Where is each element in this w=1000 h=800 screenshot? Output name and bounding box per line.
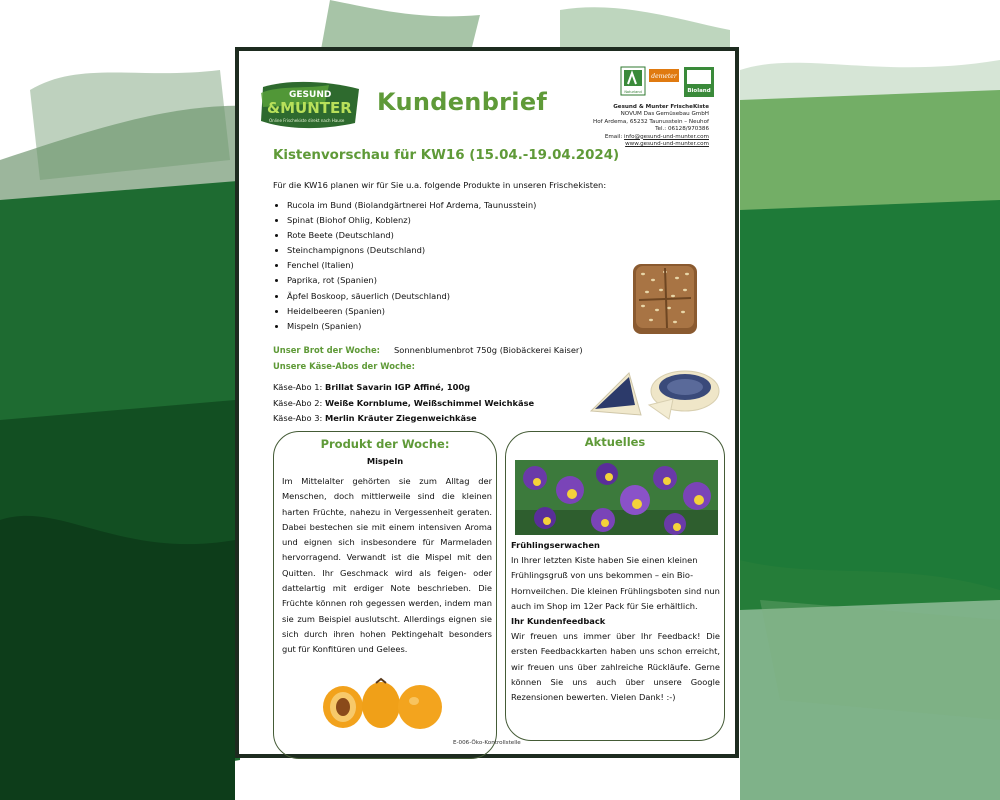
svg-text:demeter: demeter <box>651 73 677 80</box>
svg-text:GESUND: GESUND <box>289 90 332 100</box>
website-link[interactable]: www.gesund-und-munter.com <box>625 141 709 148</box>
news-title: Aktuelles <box>584 435 646 449</box>
bread-of-week-label: Unser Brot der Woche: <box>273 345 381 355</box>
bread-of-week-value: Sonnenblumenbrot 750g (Biobäckerei Kaiser) <box>394 345 583 355</box>
cheese-subscriptions-label: Unsere Käse-Abos der Woche: <box>273 361 415 371</box>
news-text-spring: In Ihrer letzten Kiste haben Sie einen kleinen Frühlingsgruß von uns bekommen – ein Bio-Hornveilchen. Die kleinen Frühlingsboten sind nun auch im Shop im 12er Pack für Sie erhältlich. <box>511 555 720 611</box>
email-link[interactable]: info@gesund-und-munter.com <box>624 133 709 140</box>
news-heading-spring: Frühlingserwachen <box>511 540 600 550</box>
customer-letter <box>235 47 739 758</box>
footer-control-authority: E-006-Öko-Kontrollstelle <box>453 740 521 746</box>
news-content <box>511 538 720 705</box>
news-heading-feedback: Ihr Kundenfeedback <box>511 616 606 627</box>
list-item: • Heidelbeeren (Spanien) <box>287 304 536 319</box>
svg-text:Online Frischekiste direkt nac: Online Frischekiste direkt nach Hause <box>269 118 345 123</box>
list-item: • Paprika, rot (Spanien) <box>287 273 536 288</box>
list-item: • Steinchampignons (Deutschland) <box>287 243 536 258</box>
box-preview-heading: Kistenvorschau für KW16 (15.04.-19.04.2024) <box>273 148 620 163</box>
bread-image <box>629 260 701 338</box>
list-item: • Rote Beete (Deutschland) <box>287 228 536 243</box>
intro-text: Für die KW16 planen wir für Sie u.a. folgende Produkte in unseren Frischekisten: <box>273 180 607 190</box>
product-of-week-title: Produkt der Woche: <box>320 437 450 451</box>
product-of-week-name: Mispeln <box>366 456 404 466</box>
product-list <box>273 198 536 334</box>
news-box <box>505 431 725 741</box>
cheese-subscription-1: Käse-Abo 1: Brillat Savarin IGP Affiné, 100g <box>273 382 471 392</box>
cheese-image <box>589 365 721 423</box>
organic-certification-seals <box>620 66 716 98</box>
pansy-flowers-image <box>515 460 718 535</box>
list-item: • Mispeln (Spanien) <box>287 319 536 334</box>
loquat-fruit-image <box>321 675 447 731</box>
svg-text:Naturland: Naturland <box>624 90 642 94</box>
list-item: • Fenchel (Italien) <box>287 258 536 273</box>
gesund-munter-logo <box>259 79 361 131</box>
news-text-feedback: Wir freuen uns immer über Ihr Feedback! Die ersten Feedbackkarten haben uns schon erreicht, wir freuen uns über zahlreiche Rückläufe. Gerne können Sie uns auch über unsere Google Rezensionen bewerten. Vielen Dank! :-) <box>511 631 720 703</box>
list-item: • Rucola im Bund (Biolandgärtnerei Hof Ardema, Taunusstein) <box>287 198 536 213</box>
list-item: • Spinat (Biohof Ohlig, Koblenz) <box>287 213 536 228</box>
svg-text:Bioland: Bioland <box>687 88 711 94</box>
product-of-week-text: Im Mittelalter gehörten sie zum Alltag der Menschen, doch mittlerweile sind die kleinen harten Früchte, nahezu in Vergessenheit geraten. Dabei bestechen sie mit einem intensiven Aroma und eignen sich insbesondere für Marmeladen hervorragend. Verwandt ist die Mispel mit den Quitten. Ihr Geschmack wird als feigen- oder dattelartig mit erdiger Note beschrieben. Die Früchte können roh gegessen werden, indem man sie zum Beispiel auslutscht. Allerdings eignen sie sich durch ihren hohen Pektingehalt besonders gut für Konfitüren und Gelees. <box>282 476 492 655</box>
page-title: Kundenbrief <box>377 88 548 116</box>
cheese-subscription-3: Käse-Abo 3: Merlin Kräuter Ziegenweichkäse <box>273 413 477 423</box>
svg-text:&MUNTER: &MUNTER <box>267 99 352 117</box>
company-address: Gesund & Munter FrischeKiste NOVUM Das Gemüsebau GmbH Hof Ardema, 65232 Taunusstein – Neuhof Tel.: 06128/970386 Email: info@gesund-und-munter.com www.gesund-und-munter.com <box>549 104 709 148</box>
list-item: • Äpfel Boskoop, säuerlich (Deutschland) <box>287 289 536 304</box>
cheese-subscription-2: Käse-Abo 2: Weiße Kornblume, Weißschimmel Weichkäse <box>273 398 535 408</box>
